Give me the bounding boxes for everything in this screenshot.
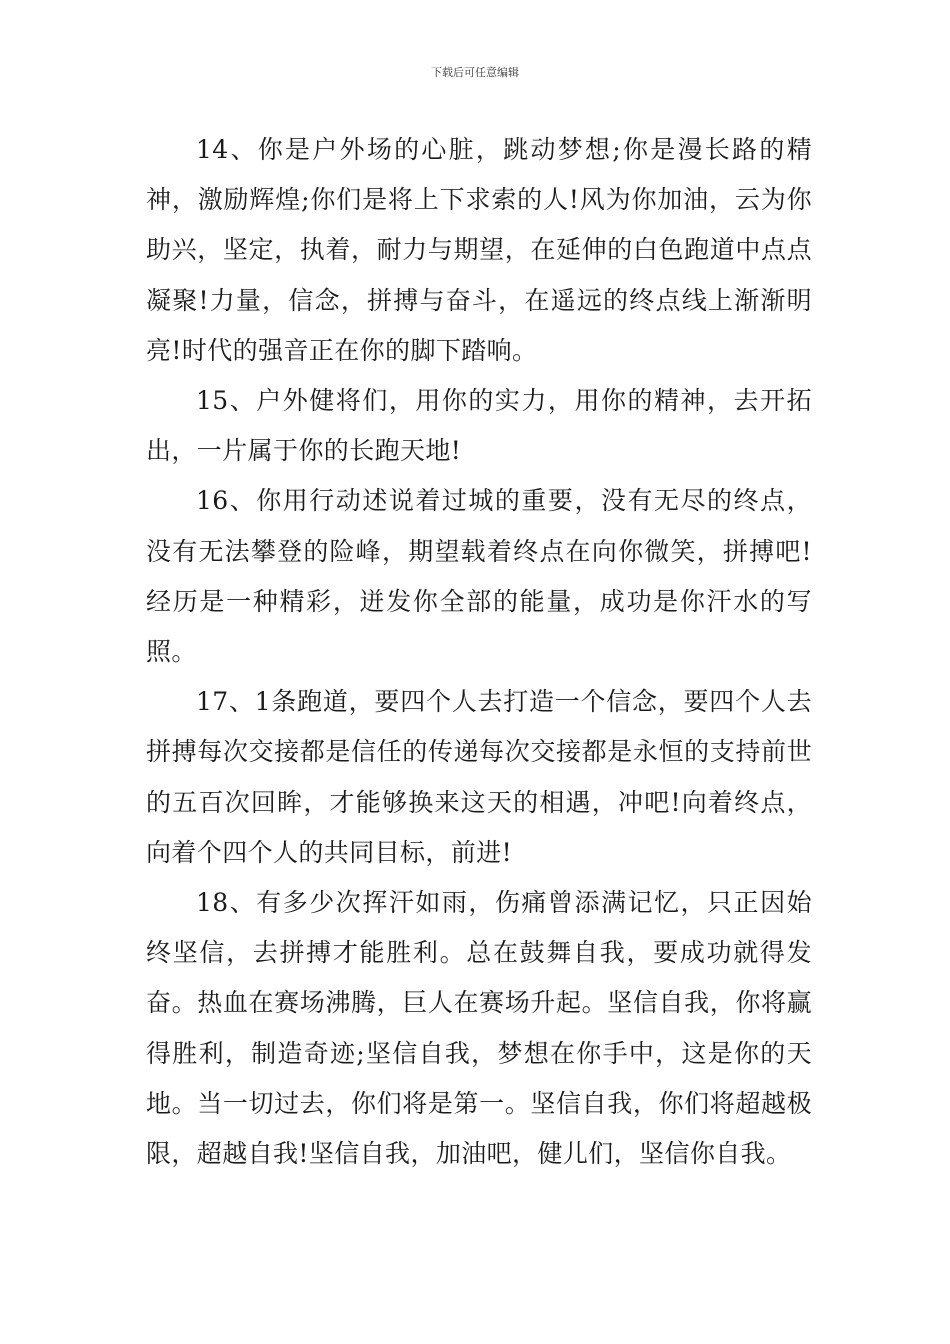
- paragraph-18: 18、有多少次挥汗如雨，伤痛曾添满记忆，只正因始终坚信，去拼搏才能胜利。总在鼓舞自我，要成功就得发奋。热血在赛场沸腾，巨人在赛场升起。坚信自我，你将赢得胜利，制造奇迹;坚信自我，梦想在你手中，这是你的天地。当一切过去，你们将是第一。坚信自我，你们将超越极限，超越自我!坚信自我，加油吧，健儿们，坚信你自我。: [146, 888, 812, 1169]
- paragraph-17: 17、1条跑道，要四个人去打造一个信念，要四个人去拼搏每次交接都是信任的传递每次交接都是永恒的支持前世的五百次回眸，才能够换来这天的相遇，冲吧!向着终点，向着个四个人的共同目标，前进!: [146, 687, 812, 867]
- paragraph-16: 16、你用行动述说着过城的重要，没有无尽的终点，没有无法攀登的险峰，期望载着终点在向你微笑，拼搏吧!经历是一种精彩，迸发你全部的能量，成功是你汗水的写照。: [146, 486, 812, 667]
- page-header-note: 下载后可任意编辑: [431, 66, 519, 79]
- paragraph-14: 14、你是户外场的心脏，跳动梦想;你是漫长路的精神，激励辉煌;你们是将上下求索的人!风为你加油，云为你助兴，坚定，执着，耐力与期望，在延伸的白色跑道中点点凝聚!力量，信念，拼搏与奋斗，在遥远的终点线上渐渐明亮!时代的强音正在你的脚下踏响。: [146, 135, 812, 365]
- paragraph-15: 15、户外健将们，用你的实力，用你的精神，去开拓出，一片属于你的长跑天地!: [146, 386, 812, 466]
- document-body: [146, 125, 812, 1179]
